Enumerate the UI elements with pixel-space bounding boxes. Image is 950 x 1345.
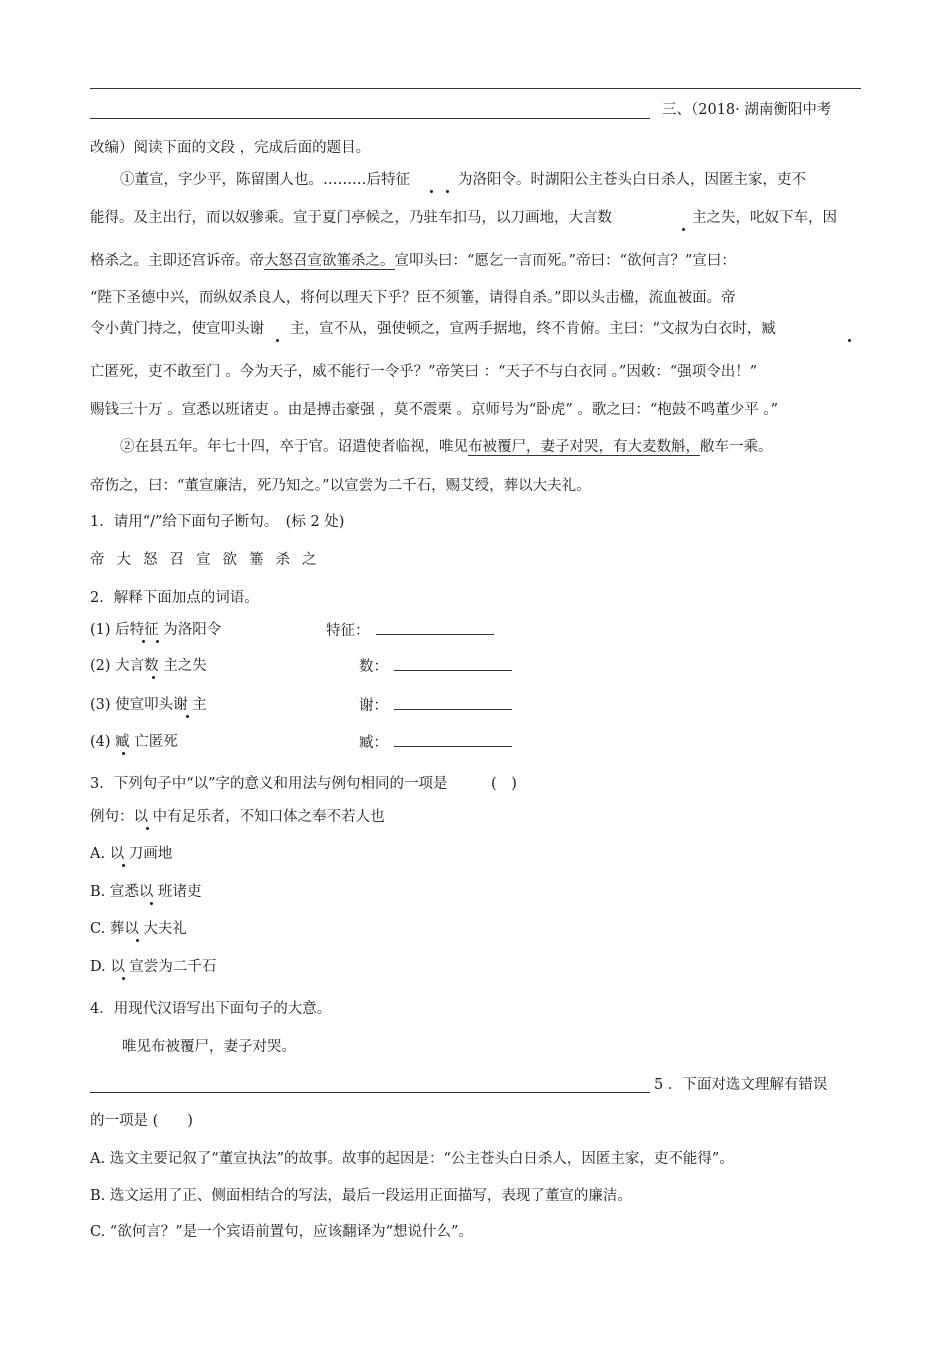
q3-option-c[interactable]: C. 葬以 大夫礼: [90, 921, 187, 937]
emphasis-dot: [122, 977, 125, 980]
q4-stem: 4．用现代汉语写出下面句子的大意。: [90, 1001, 332, 1017]
q2-item-2-right: [359, 656, 512, 677]
q5-option-a[interactable]: A. 选文主要记叙了“董宣执法”的故事。故事的起因是：“公主苍头白日杀人，因匿主家，吏不能得”。: [90, 1151, 734, 1167]
passage-p1-line1a: ①董宣，字少平，陈留圉人也。………后特征: [120, 172, 410, 188]
passage-p1-line1b: 为洛阳令。时湖阳公主苍头白日杀人，因匿主家，吏不: [458, 172, 806, 188]
q2-item-4-label: 臧：: [359, 735, 388, 751]
q3-example: 例句：以 中有足乐者，不知口体之奉不若人也: [90, 809, 385, 825]
answer-line[interactable]: [90, 1092, 650, 1093]
q2-item-3-right: [359, 695, 512, 716]
emphasis-dot: [682, 228, 685, 231]
q2-item-2-left: (2) 大言数 主之失: [90, 658, 207, 674]
q5-stem-a: 5 ．下面对选文理解有错误: [654, 1077, 828, 1093]
q2-stem: 2．解释下面加点的词语。: [90, 590, 259, 606]
emphasis-dot: [150, 902, 153, 905]
passage-p2-line1a: ②在县五年。年七十四，卒于官。诏遣使者临视，唯见: [120, 439, 468, 455]
q3-option-a[interactable]: A. 以 刀画地: [90, 846, 173, 862]
answer-blank[interactable]: [376, 620, 494, 635]
q5-stem-b: 的一项是 ( ): [90, 1113, 193, 1129]
underlined-sentence: 大怒召宣欲箠杀之。: [264, 253, 395, 269]
emphasis-dot: [186, 715, 189, 718]
q1-stem: 1．请用“/”给下面句子断句。 (标 2 处): [90, 514, 345, 530]
section-title: 三、（2018· 湖南衡阳中考: [662, 102, 832, 118]
emphasis-dot: [152, 676, 155, 679]
emphasis-dot: [146, 827, 149, 830]
q1-sentence: 帝大怒召宣欲箠杀之: [90, 552, 329, 568]
emphasis-dot: [142, 640, 145, 643]
emphasis-dot: [848, 339, 851, 342]
answer-line: [90, 118, 650, 119]
passage-p1-line3: [90, 251, 736, 271]
passage-p1-line6: 亡匿死，吏不敢至门 。今为天子，威不能行一令乎？”帝笑曰 ：“天子不与白衣同 。”因敕：“强项令出！”: [90, 364, 758, 380]
passage-p2-line1b: 敝车一乘。: [700, 439, 773, 455]
passage-p2-line2: 帝伤之，曰：“董宣廉洁，死乃知之。”以宣尝为二千石，赐艾绶，葬以大夫礼。: [90, 478, 591, 494]
passage-p1-line5a: 令小黄门持之，使宣叩头谢: [90, 321, 264, 337]
passage-p1-line7: 赐钱三十万 。宣悉以班诸吏 。由是搏击豪强 ，莫不震栗 。京师号为“卧虎” 。歌之曰：“枹鼓不鸣董少平 。”: [90, 402, 779, 418]
q2-item-1-label: 特征：: [326, 623, 370, 639]
q2-item-4-left: (4) 臧 亡匿死: [90, 734, 178, 750]
q3-option-d[interactable]: D. 以 宣尝为二千石: [90, 959, 217, 975]
q4-sentence: 唯见布被覆尸，妻子对哭。: [122, 1039, 296, 1055]
q2-item-4-right: [359, 732, 512, 753]
answer-blank[interactable]: [394, 732, 512, 747]
emphasis-dot: [446, 190, 449, 193]
passage-p1-line2b: 主之失，叱奴下车，因: [692, 210, 837, 226]
passage-p1-line3b: 宣叩头曰：“愿乞一言而死。”帝曰：“欲何言？”宣曰：: [394, 253, 736, 269]
q2-item-2-label: 数：: [359, 659, 388, 675]
emphasis-dot: [122, 864, 125, 867]
q3-stem: 3．下列句子中“以”字的意义和用法与例句相同的一项是 ( ): [90, 776, 517, 792]
section-title-cont: 改编）阅读下面的文段 ，完成后面的题目。: [90, 140, 371, 156]
q2-item-3-label: 谢：: [359, 698, 388, 714]
answer-blank[interactable]: [394, 695, 512, 710]
underlined-phrase: 布被覆尸，妻子对哭，有大麦数斛，: [468, 439, 700, 455]
emphasis-dot: [276, 339, 279, 342]
emphasis-dot: [136, 939, 139, 942]
emphasis-dot: [156, 640, 159, 643]
emphasis-dot: [122, 752, 125, 755]
emphasis-dot: [430, 190, 433, 193]
q2-item-3-left: (3) 使宣叩头谢 主: [90, 697, 207, 713]
q5-option-c[interactable]: C. “欲何言？”是一个宾语前置句，应该翻译为“想说什么”。: [90, 1224, 473, 1240]
passage-p1-line3a: 格杀之。主即还宫诉帝。帝: [90, 253, 264, 269]
q2-item-1-left: (1) 后特征 为洛阳令: [90, 622, 222, 638]
passage-p1-line4: “陛下圣德中兴，而纵奴杀良人，将何以理天下乎？臣不须箠，请得自杀。”即以头击楹，流血被面。帝: [90, 290, 736, 306]
answer-blank[interactable]: [394, 656, 512, 671]
q3-option-b[interactable]: B. 宣悉以 班诸吏: [90, 884, 202, 900]
q5-option-b[interactable]: B. 选文运用了正、侧面相结合的写法，最后一段运用正面描写，表现了董宣的廉洁。: [90, 1188, 632, 1204]
top-rule: [90, 88, 861, 89]
q2-item-1-right: [326, 620, 494, 641]
passage-p1-line2a: 能得。及主出行，而以奴骖乘。宣于夏门亭候之，乃驻车扣马，以刀画地，大言数: [90, 210, 612, 226]
passage-p2-line1: [120, 437, 773, 457]
passage-p1-line5b: 主，宣不从，强使顿之，宣两手据地，终不肯俯。主曰：“文叔为白衣时，臧: [290, 321, 776, 337]
